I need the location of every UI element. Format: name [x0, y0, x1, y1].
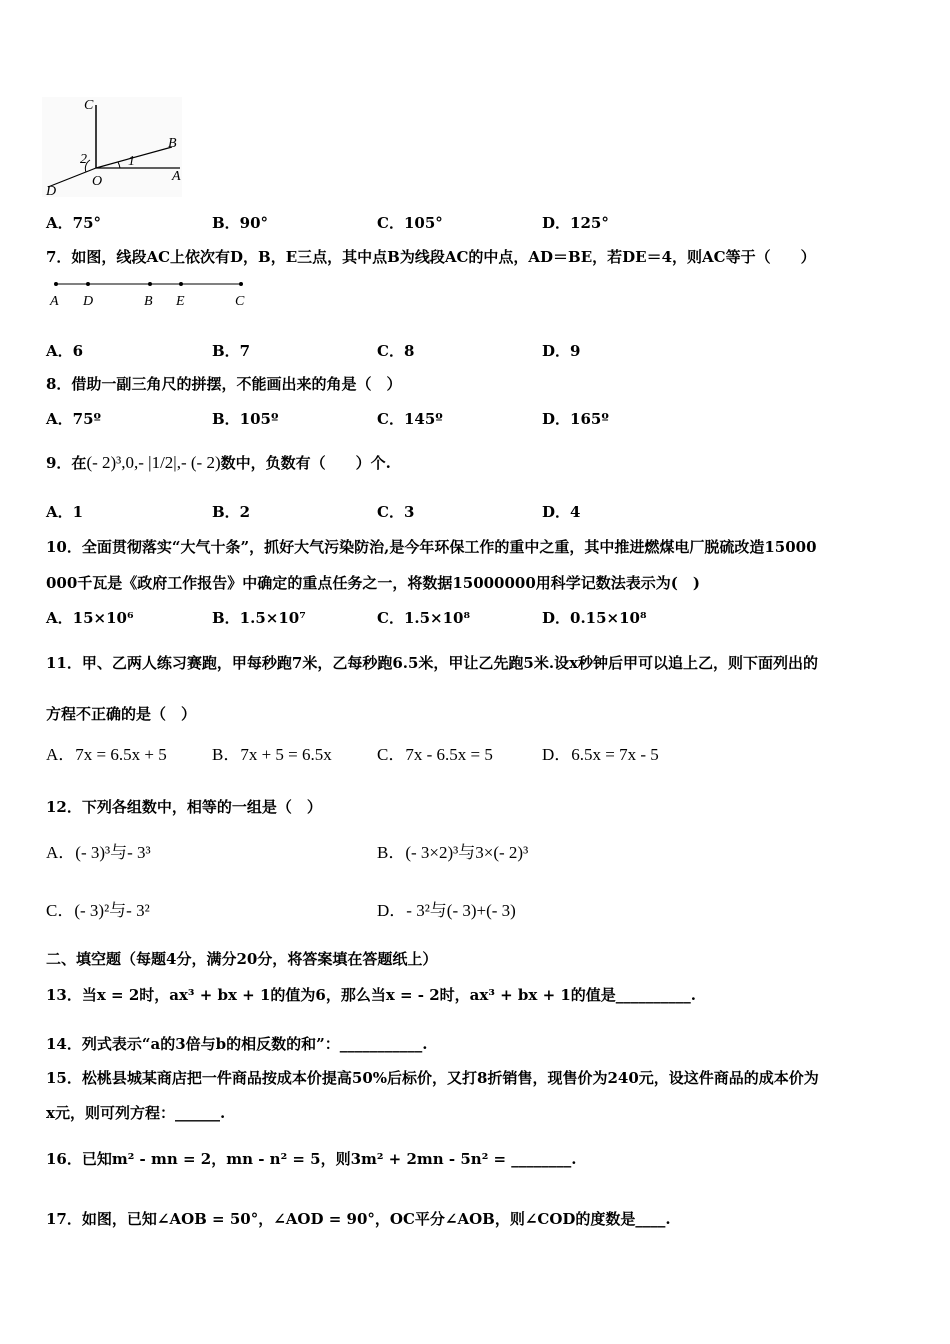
seg-label-e: E	[176, 294, 185, 309]
q14-text: 14．列式表示“a的3倍与b的相反数的和”：___________.	[46, 1035, 428, 1053]
q15-line1: 15．松桃县城某商店把一件商品按成本价提高50%后标价，又打8折销售，现售价为240元，设这件商品的成本价为	[46, 1069, 819, 1087]
q9-option-b: B．2	[212, 503, 251, 521]
q7-option-b: B．7	[212, 342, 251, 360]
section2-title: 二、填空题（每题4分，满分20分，将答案填在答题纸上）	[46, 950, 438, 968]
q12-option-b: B．(- 3×2)³与3×(- 2)³	[377, 843, 529, 862]
seg-label-b: B	[144, 294, 153, 309]
seg-label-c: C	[235, 294, 245, 309]
q6-option-a: A．75°	[46, 214, 102, 232]
q12-text: 12．下列各组数中，相等的一组是（ ）	[46, 798, 322, 816]
seg-label-d: D	[83, 294, 94, 309]
q12-option-c: C．(- 3)²与- 3²	[46, 901, 150, 920]
q11-option-d: D．6.5x = 7x - 5	[542, 745, 659, 764]
q6-option-d: D．125°	[542, 214, 609, 232]
q8-text: 8．借助一副三角尺的拼摆，不能画出来的角是（ ）	[46, 375, 402, 393]
q8-option-c: C．145º	[377, 410, 443, 428]
q10-line2: 000千瓦是《政府工作报告》中确定的重点任务之一，将数据15000000用科学记数法表示为( )	[46, 574, 701, 592]
q8-option-a: A．75º	[46, 410, 102, 428]
segment-figure	[46, 275, 256, 315]
q12-option-a: A．(- 3)³与- 3³	[46, 843, 151, 862]
label-b: B	[168, 136, 177, 151]
label-o: O	[92, 174, 103, 189]
label-angle1: 1	[128, 154, 135, 169]
label-angle2: 2	[80, 152, 87, 167]
q15-line2: x元，则可列方程：______.	[46, 1104, 226, 1122]
q11-option-c: C．7x - 6.5x = 5	[377, 745, 493, 764]
q7-option-c: C．8	[377, 342, 415, 360]
q10-option-b: B．1.5×10⁷	[212, 609, 306, 627]
q16-text: 16．已知m² - mn = 2，mn - n² = 5，则3m² + 2mn - 5n² = ________.	[46, 1150, 577, 1168]
q11-option-b: B．7x + 5 = 6.5x	[212, 745, 332, 764]
q9-math: (- 2)³,0,- |1/2|,- (- 2)	[86, 453, 221, 472]
label-c: C	[84, 98, 94, 113]
q7-text: 7．如图，线段AC上依次有D，B，E三点，其中点B为线段AC的中点，AD＝BE，若DE＝4，则AC等于（ ）	[46, 248, 816, 266]
q6-option-c: C．105°	[377, 214, 443, 232]
q11-line1: 11．甲、乙两人练习赛跑，甲每秒跑7米，乙每秒跑6.5米，甲让乙先跑5米.设x秒钟后甲可以追上乙，则下面列出的	[46, 654, 819, 672]
q8-option-d: D．165º	[542, 410, 609, 428]
q9-option-c: C．3	[377, 503, 415, 521]
label-a: A	[172, 169, 181, 184]
q6-option-b: B．90°	[212, 214, 269, 232]
q10-option-d: D．0.15×10⁸	[542, 609, 647, 627]
q7-option-a: A．6	[46, 342, 84, 360]
q12-option-d: D．- 3²与(- 3)+(- 3)	[377, 901, 516, 920]
q7-option-d: D．9	[542, 342, 581, 360]
q13-text: 13．当x = 2时，ax³ + bx + 1的值为6，那么当x = - 2时，ax³ + bx + 1的值是__________.	[46, 986, 697, 1004]
q9-option-d: D．4	[542, 503, 581, 521]
angle-figure	[40, 95, 185, 200]
q11-line2: 方程不正确的是（ ）	[46, 705, 197, 723]
q10-option-a: A．15×10⁶	[46, 609, 134, 627]
q11-option-a: A．7x = 6.5x + 5	[46, 745, 167, 764]
q10-line1: 10．全面贯彻落实“大气十条”，抓好大气污染防治,是今年环保工作的重中之重，其中推进燃煤电厂脱硫改造15000	[46, 538, 817, 556]
q9-text: 9．在(- 2)³,0,- |1/2|,- (- 2)数中，负数有（ ）个.	[46, 453, 391, 472]
q8-option-b: B．105º	[212, 410, 279, 428]
seg-label-a: A	[50, 294, 59, 309]
q10-option-c: C．1.5×10⁸	[377, 609, 471, 627]
q9-option-a: A．1	[46, 503, 84, 521]
q17-text: 17．如图，已知∠AOB = 50°，∠AOD = 90°，OC平分∠AOB，则∠COD的度数是____.	[46, 1210, 671, 1228]
label-d: D	[46, 184, 57, 199]
